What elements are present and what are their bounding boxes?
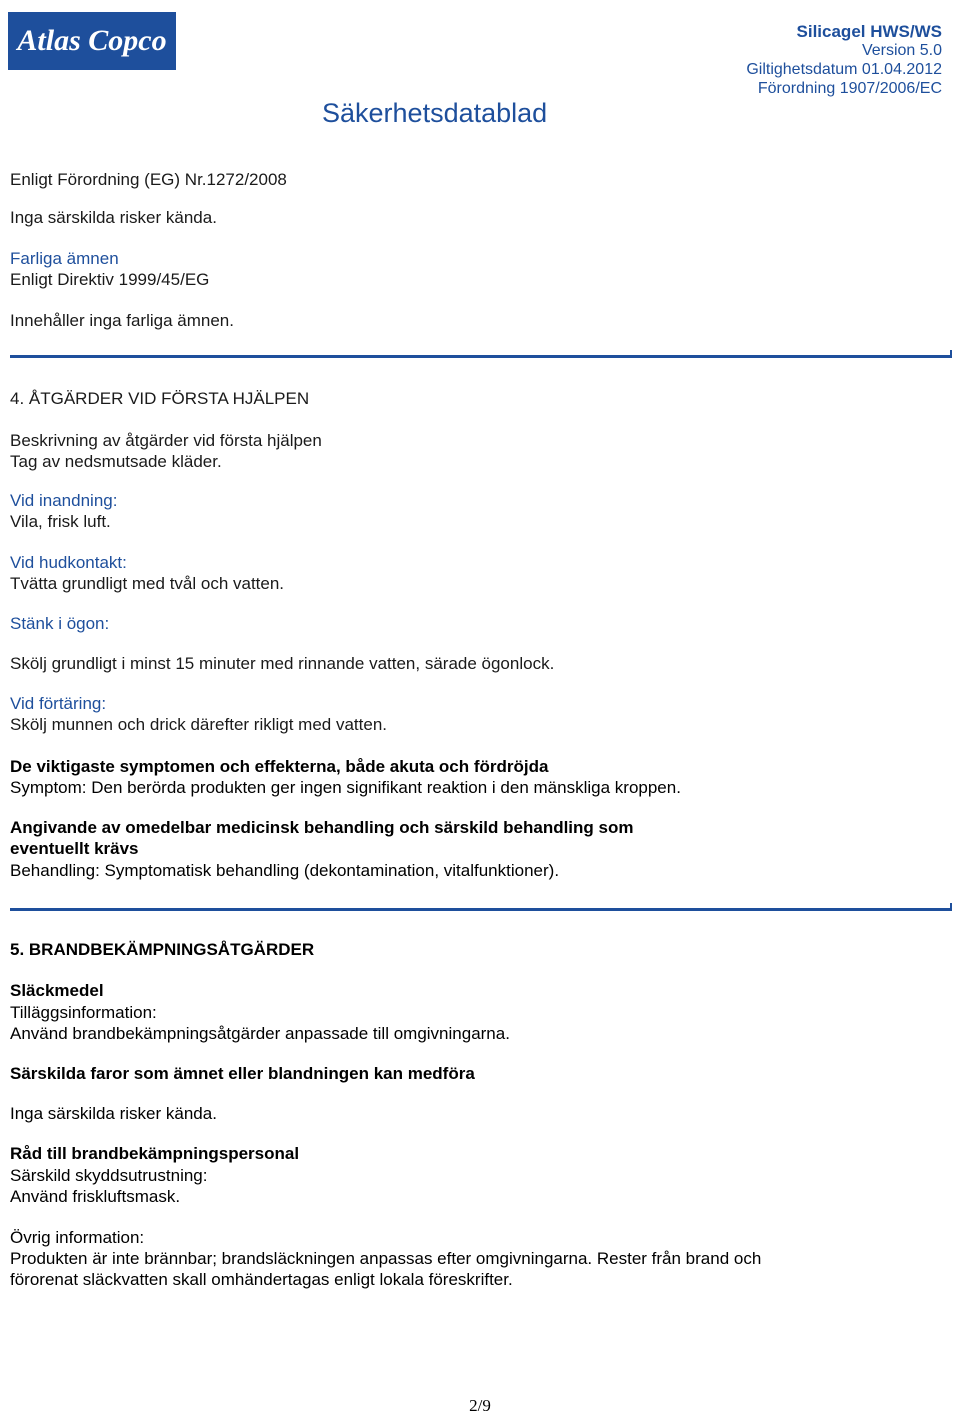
s5-sub2-text: Inga särskilda risker kända. xyxy=(10,1104,217,1123)
divider-mark xyxy=(950,350,952,358)
other-info-line2: förorenat släckvatten skall omhändertagas enligt lokala föreskrifter. xyxy=(10,1270,513,1289)
section-divider xyxy=(10,908,952,911)
product-name: Silicagel HWS/WS xyxy=(796,22,942,41)
s4-sub3-heading-line2: eventuellt krävs xyxy=(10,839,139,858)
other-info-line1: Produkten är inte brännbar; brandsläckningen anpassas efter omgivningarna. Rester från brand och xyxy=(10,1249,762,1268)
s5-sub1-heading: Släckmedel xyxy=(10,981,104,1000)
s4-sub2-text: Symptom: Den berörda produkten ger ingen signifikant reaktion i den mänskliga kroppen. xyxy=(10,778,681,797)
s3-line5: Innehåller inga farliga ämnen. xyxy=(10,311,234,330)
document-meta xyxy=(622,22,942,98)
s5-sub2-heading: Särskilda faror som ämnet eller blandningen kan medföra xyxy=(10,1064,475,1083)
section4-heading: 4. ÅTGÄRDER VID FÖRSTA HJÄLPEN xyxy=(10,389,310,408)
s4-sub1-heading: Beskrivning av åtgärder vid första hjälpen xyxy=(10,431,322,450)
s3-line4: Enligt Direktiv 1999/45/EG xyxy=(10,270,210,289)
atlas-copco-logo xyxy=(8,12,176,70)
s5-sub3-label: Särskild skyddsutrustning: xyxy=(10,1166,208,1185)
validity-date: Giltighetsdatum 01.04.2012 xyxy=(746,61,942,78)
s5-sub1-label: Tilläggsinformation: xyxy=(10,1003,157,1022)
s5-sub1-text: Använd brandbekämpningsåtgärder anpassade till omgivningarna. xyxy=(10,1024,510,1043)
document-title: Säkerhetsdatablad xyxy=(322,98,548,128)
s4-sub2-heading: De viktigaste symptomen och effekterna, både akuta och fördröjda xyxy=(10,757,549,776)
eye-text: Skölj grundligt i minst 15 minuter med rinnande vatten, särade ögonlock. xyxy=(10,654,555,673)
skin-text: Tvätta grundligt med tvål och vatten. xyxy=(10,574,285,593)
page-number: 2/9 xyxy=(469,1396,491,1415)
s4-sub3-heading-line1: Angivande av omedelbar medicinsk behandling och särskild behandling som xyxy=(10,818,634,837)
other-info-label: Övrig information: xyxy=(10,1228,145,1247)
s3-line2: Inga särskilda risker kända. xyxy=(10,208,217,227)
inhalation-text: Vila, frisk luft. xyxy=(10,512,111,531)
s5-sub3-text: Använd friskluftsmask. xyxy=(10,1187,181,1206)
s3-line1: Enligt Förordning (EG) Nr.1272/2008 xyxy=(10,170,287,189)
skin-label: Vid hudkontakt: xyxy=(10,553,127,572)
s5-sub3-heading: Råd till brandbekämpningspersonal xyxy=(10,1144,300,1163)
logo-text: Atlas Copco xyxy=(17,24,167,57)
s4-sub3-text: Behandling: Symptomatisk behandling (dekontamination, vitalfunktioner). xyxy=(10,861,560,880)
eye-label: Stänk i ögon: xyxy=(10,614,110,633)
s3-line3: Farliga ämnen xyxy=(10,249,119,268)
section5-heading: 5. BRANDBEKÄMPNINGSÅTGÄRDER xyxy=(10,940,315,959)
ingestion-text: Skölj munnen och drick därefter rikligt med vatten. xyxy=(10,715,388,734)
regulation: Förordning 1907/2006/EC xyxy=(757,80,942,97)
s4-sub1-text: Tag av nedsmutsade kläder. xyxy=(10,452,222,471)
divider-mark xyxy=(950,903,952,911)
inhalation-label: Vid inandning: xyxy=(10,491,118,510)
ingestion-label: Vid förtäring: xyxy=(10,694,107,713)
section-divider xyxy=(10,355,952,358)
version: Version 5.0 xyxy=(861,42,942,59)
